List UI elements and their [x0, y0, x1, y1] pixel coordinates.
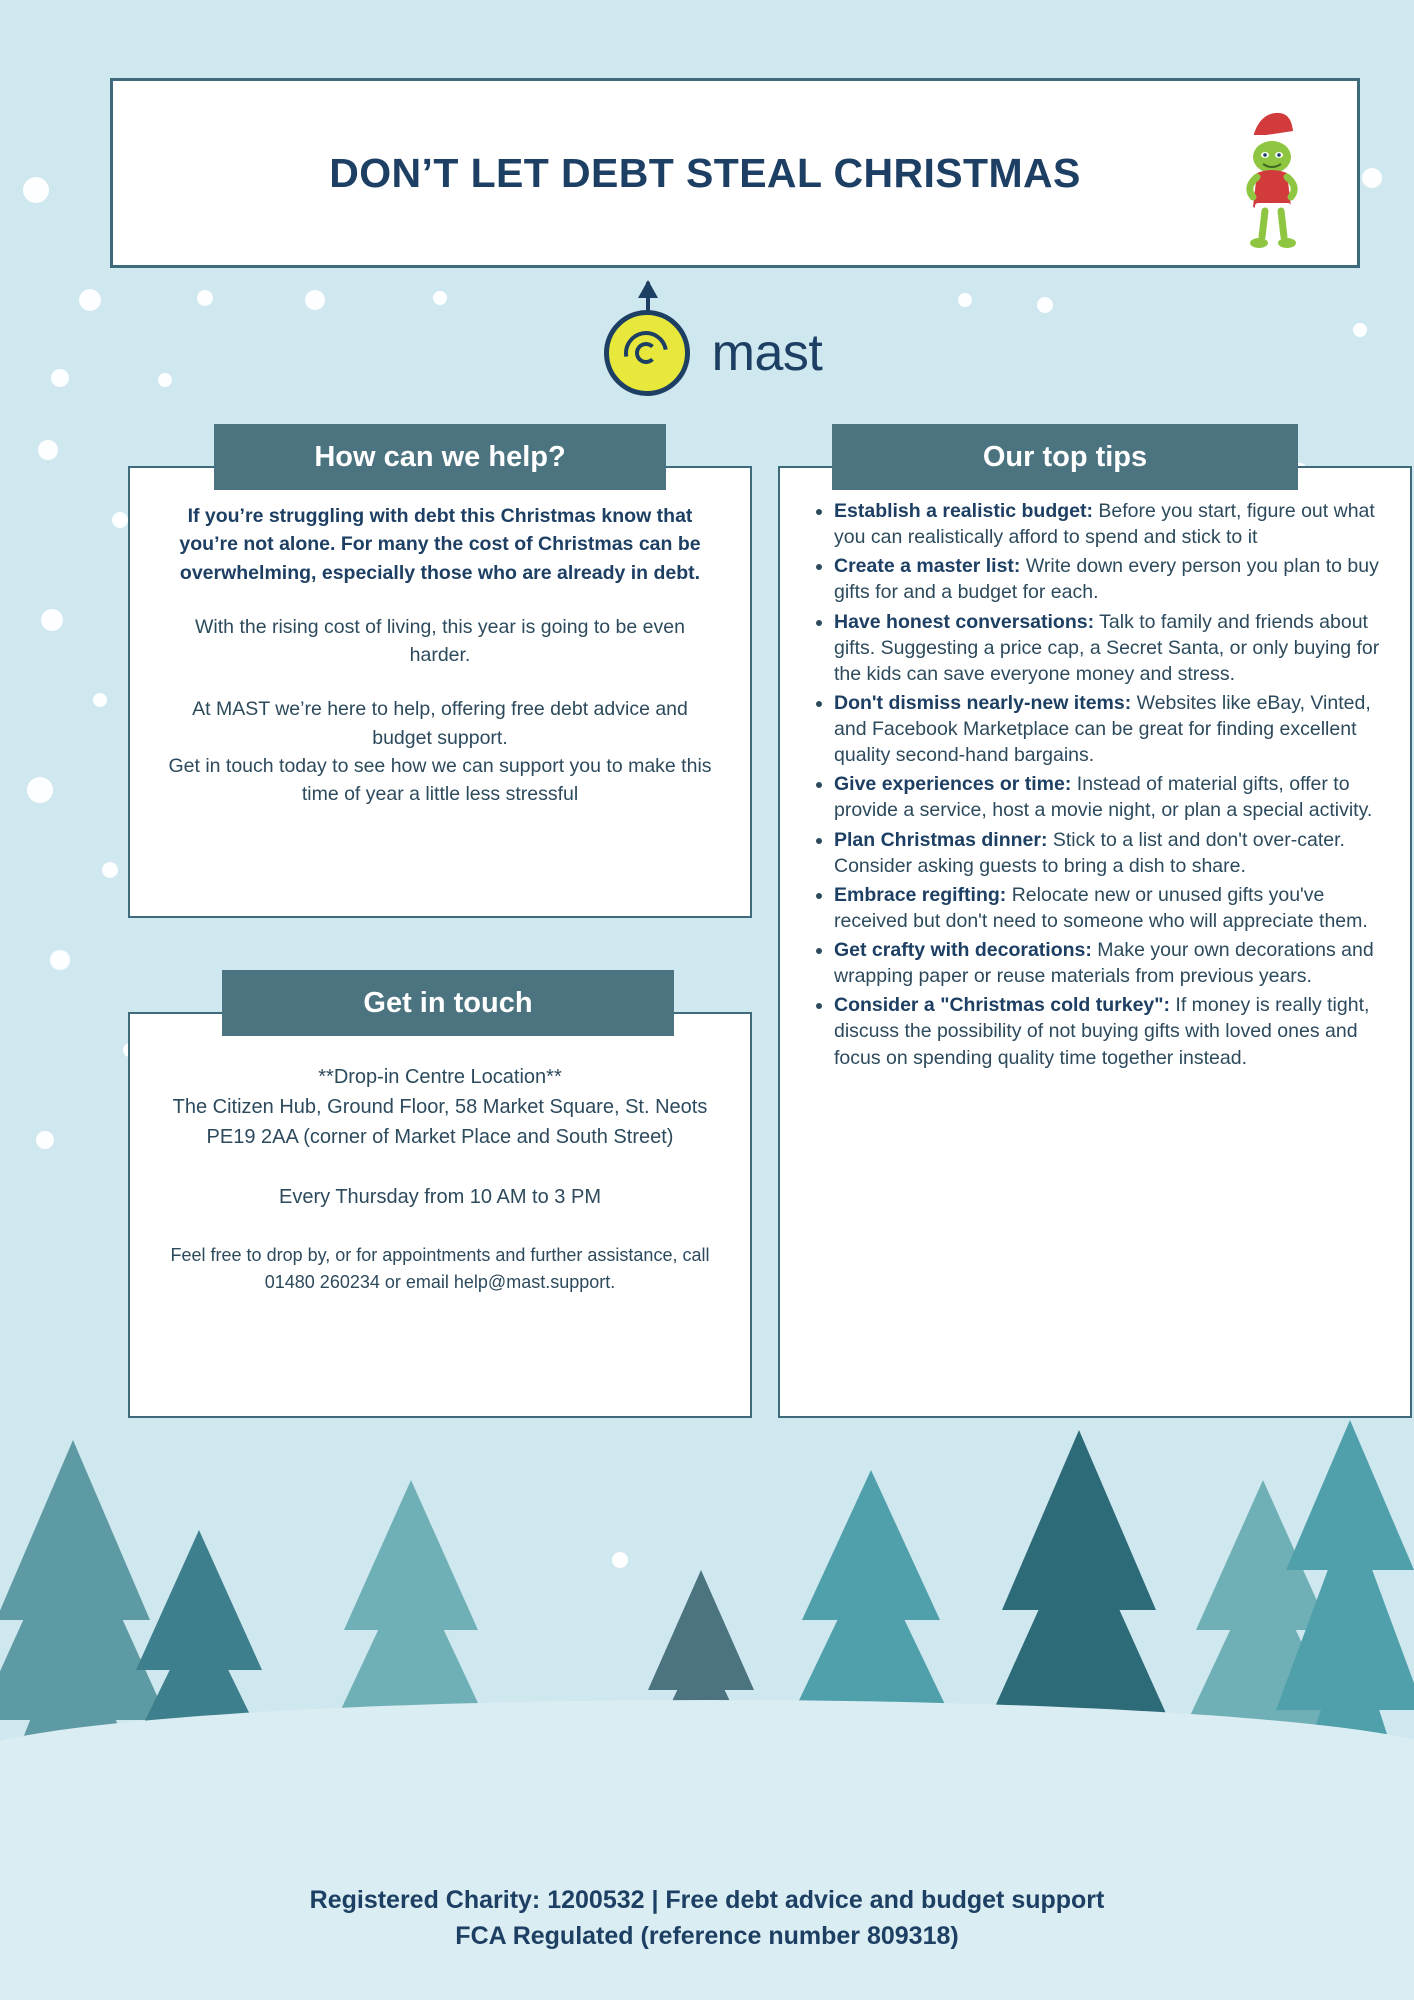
mast-logo — [0, 282, 1414, 402]
tips-item-lead: Get crafty with decorations: — [834, 939, 1092, 961]
snow-dot — [112, 512, 128, 528]
tips-list-item — [834, 882, 1384, 934]
tips-panel-header: Our top tips — [832, 424, 1298, 490]
help-paragraph-2: With the rising cost of living, this year is going to be even harder. — [195, 615, 685, 667]
help-panel — [128, 466, 752, 918]
tips-list-item — [834, 609, 1384, 687]
help-paragraph-4: Get in touch today to see how we can support you to make this time of year a little less stressful — [168, 754, 712, 806]
tips-item-text: If money is really tight, discuss the possibility of not buying gifts with loved ones and focus on spending quality time together instead. — [834, 994, 1370, 1069]
tips-item-text: Before you start, figure out what you can realistically afford to spend and stick to it — [834, 500, 1375, 549]
tips-list — [806, 498, 1384, 1071]
contact-address: The Citizen Hub, Ground Floor, 58 Market Square, St. Neots PE19 2AA (corner of Market Place and South Street) — [172, 1096, 708, 1148]
tips-list-item — [834, 553, 1384, 605]
tips-item-lead: Consider a "Christmas cold turkey": — [834, 994, 1170, 1017]
footer — [0, 1882, 1414, 1955]
tips-item-text: Make your own decorations and wrapping paper or reuse materials from previous years. — [834, 939, 1374, 988]
tips-item-lead: Don't dismiss nearly-new items: — [834, 691, 1132, 714]
snow-dot — [102, 862, 118, 878]
snow-dot — [93, 693, 107, 707]
tips-item-text: Instead of material gifts, offer to provide a service, host a movie night, or plan a special activity. — [834, 773, 1373, 822]
tips-list-item — [834, 690, 1384, 768]
tips-list-item — [834, 937, 1384, 989]
snow-dot — [50, 950, 70, 970]
logo-wordmark: mast — [711, 324, 823, 382]
snow-dot — [41, 609, 63, 631]
snow-dot — [36, 1131, 54, 1149]
tips-list-item — [834, 771, 1384, 823]
tips-item-lead: Establish a realistic budget: — [834, 500, 1093, 522]
tips-item-lead: Give experiences or time: — [834, 773, 1072, 796]
snow-dot — [1362, 168, 1382, 188]
mast-spiral-arrow-logo-icon — [592, 282, 702, 402]
contact-hours: Every Thursday from 10 AM to 3 PM — [279, 1186, 601, 1208]
tips-item-lead: Create a master list: — [834, 555, 1021, 578]
snow-dot — [27, 777, 53, 803]
tips-list-item — [834, 827, 1384, 879]
tips-item-text: Talk to family and friends about gifts. Suggesting a price cap, a Secret Santa, or only buying for the kids can save everyone money and stress. — [834, 610, 1380, 685]
grinch-icon — [1229, 107, 1315, 252]
tips-item-lead: Embrace regifting: — [834, 883, 1007, 906]
contact-panel — [128, 1012, 752, 1418]
tips-list-item — [834, 992, 1384, 1070]
page-title: DON’T LET DEBT STEAL CHRISTMAS — [329, 149, 1081, 196]
tips-list-item — [834, 498, 1384, 550]
tips-item-lead: Plan Christmas dinner: — [834, 828, 1048, 851]
help-panel-header: How can we help? — [214, 424, 666, 490]
tips-item-lead: Have honest conversations: — [834, 610, 1095, 633]
contact-location-label: **Drop-in Centre Location** — [318, 1066, 562, 1088]
tips-item-text: Stick to a list and don't over-cater. Consider asking guests to bring a dish to share. — [834, 828, 1345, 877]
help-paragraph-1: If you’re struggling with debt this Christmas know that you’re not alone. For many the cost of Christmas can be overwhelming, especially those who are already in debt. — [179, 505, 701, 584]
help-paragraph-3: At MAST we’re here to help, offering free debt advice and budget support. — [192, 698, 688, 749]
tips-panel — [778, 466, 1412, 1418]
snow-dot — [23, 177, 49, 203]
tips-item-text: Websites like eBay, Vinted, and Facebook Marketplace can be great for finding excellent quality second-hand bargains. — [834, 691, 1371, 767]
tips-item-text: Write down every person you plan to buy gifts for and a budget for each. — [834, 555, 1379, 604]
snow-ground — [0, 1700, 1414, 2000]
footer-line-2: FCA Regulated (reference number 809318) — [455, 1921, 959, 1950]
contact-panel-header: Get in touch — [222, 970, 674, 1036]
title-banner — [110, 78, 1360, 268]
snow-dot — [38, 440, 58, 460]
footer-line-1: Registered Charity: 1200532 | Free debt advice and budget support — [309, 1885, 1105, 1914]
tips-item-text: Relocate new or unused gifts you've received but don't need to someone who will appreciate them. — [834, 883, 1368, 932]
contact-note: Feel free to drop by, or for appointments and further assistance, call 01480 260234 or email help@mast.support. — [170, 1245, 710, 1292]
